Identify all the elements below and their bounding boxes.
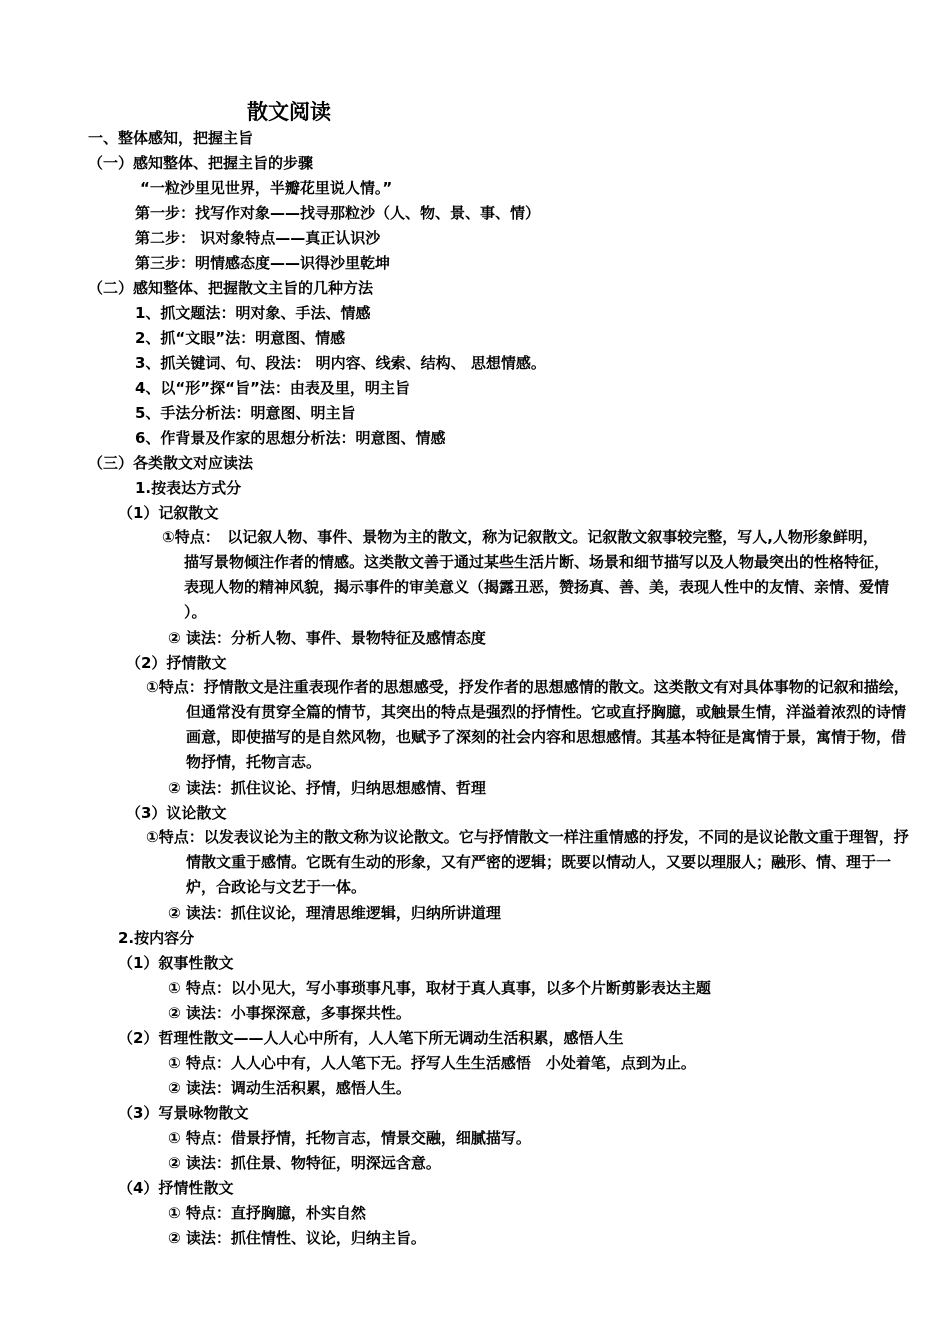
narrative-essay-reading: ② 读法：小事探深意，多事探共性。 bbox=[168, 1004, 411, 1022]
page-title: 散文阅读 bbox=[247, 100, 331, 124]
method-2: 2、抓“文眼”法：明意图、情感 bbox=[135, 329, 346, 347]
subsection-heading-types: （三）各类散文对应读法 bbox=[88, 454, 254, 472]
lyrical-features-text: ①特点：抒情散文是注重表现作者的思想感受，抒发作者的思想感情的散文。这类散文有对具体事物的记叙和描绘，但通常没有贯穿全篇的情节，其突出的特点是强烈的抒情性。它或直抒胸臆，或触景生情，洋溢着浓烈的诗情画意，即使描写的是自然风物，也赋予了深刻的社会内容和思想感情。其基本特征是寓情于景，寓情于物，借物抒情，托物言志。 bbox=[146, 678, 909, 771]
type-philosophical-prose: （2）哲理性散文——人人心中所有，人人笔下所无调动生活积累，感悟人生 bbox=[118, 1029, 624, 1047]
narrative-essay-features: ① 特点：以小见大，写小事琐事凡事，取材于真人真事，以多个片断剪影表达主题 bbox=[168, 979, 711, 997]
argumentative-features bbox=[146, 825, 910, 900]
quote-line: “一粒沙里见世界，半瓣花里说人情。” bbox=[140, 179, 393, 197]
step-2: 第二步： 识对象特点——真正认识沙 bbox=[135, 229, 381, 247]
philosophical-reading: ② 读法：调动生活积累，感悟人生。 bbox=[168, 1079, 411, 1097]
lyrical-essay-features: ① 特点：直抒胸臆，朴实自然 bbox=[168, 1204, 366, 1222]
method-1: 1、抓文题法：明对象、手法、情感 bbox=[135, 304, 371, 322]
narrative-reading: ② 读法：分析人物、事件、景物特征及感情态度 bbox=[168, 629, 486, 647]
narrative-features-text: ①特点： 以记叙人物、事件、景物为主的散文，称为记叙散文。记叙散文叙事较完整，写人,人物形象鲜明，描写景物倾注作者的情感。这类散文善于通过某些生活片断、场景和细节描写以及人物最突出的性格特征，表现人物的精神风貌，揭示事件的审美意义（揭露丑恶，赞扬真、善、美，表现人性中的友情、亲情、爱情 ）。 bbox=[162, 528, 890, 621]
type-lyrical-essay: （4）抒情性散文 bbox=[118, 1179, 234, 1197]
subsection-heading-steps: （一）感知整体、把握主旨的步骤 bbox=[88, 154, 314, 172]
narrative-features bbox=[162, 525, 892, 625]
step-3: 第三步：明情感态度——识得沙里乾坤 bbox=[135, 254, 391, 272]
argumentative-reading: ② 读法：抓住议论，理清思维逻辑，归纳所讲道理 bbox=[168, 904, 501, 922]
category-by-content: 2.按内容分 bbox=[118, 929, 195, 947]
section-heading-1: 一、整体感知，把握主旨 bbox=[88, 129, 254, 147]
step-1: 第一步：找写作对象——找寻那粒沙（人、物、景、事、情） bbox=[135, 204, 541, 222]
scenery-reading: ② 读法：抓住景、物特征，明深远含意。 bbox=[168, 1154, 441, 1172]
method-6: 6、作背景及作家的思想分析法：明意图、情感 bbox=[135, 429, 446, 447]
lyrical-essay-reading: ② 读法：抓住情性、议论，归纳主旨。 bbox=[168, 1229, 426, 1247]
subsection-heading-methods: （二）感知整体、把握散文主旨的几种方法 bbox=[88, 279, 374, 297]
type-argumentative-prose: （3）议论散文 bbox=[126, 804, 227, 822]
scenery-features: ① 特点：借景抒情，托物言志，情景交融，细腻描写。 bbox=[168, 1129, 531, 1147]
method-4: 4、以“形”探“旨”法：由表及里，明主旨 bbox=[135, 379, 410, 397]
lyrical-reading: ② 读法：抓住议论、抒情，归纳思想感情、哲理 bbox=[168, 779, 486, 797]
type-lyrical-prose: （2）抒情散文 bbox=[126, 654, 227, 672]
type-narrative-prose: （1）记叙散文 bbox=[118, 504, 219, 522]
method-3: 3、抓关键词、句、段法： 明内容、线索、结构、 思想情感。 bbox=[135, 354, 546, 372]
category-by-expression: 1.按表达方式分 bbox=[135, 479, 242, 497]
philosophical-features: ① 特点：人人心中有，人人笔下无。抒写人生生活感悟 小处着笔，点到为止。 bbox=[168, 1054, 696, 1072]
type-narrative-essay: （1）叙事性散文 bbox=[118, 954, 234, 972]
argumentative-features-text: ①特点：以发表议论为主的散文称为议论散文。它与抒情散文一样注重情感的抒发，不同的是议论散文重于理智，抒情散文重于感情。它既有生动的形象，又有严密的逻辑；既要以情动人，又要以理服人；融形、情、理于一炉，合政论与文艺于一体。 bbox=[146, 828, 909, 896]
type-scenery-prose: （3）写景咏物散文 bbox=[118, 1104, 249, 1122]
method-5: 5、手法分析法：明意图、明主旨 bbox=[135, 404, 356, 422]
lyrical-features bbox=[146, 675, 912, 775]
